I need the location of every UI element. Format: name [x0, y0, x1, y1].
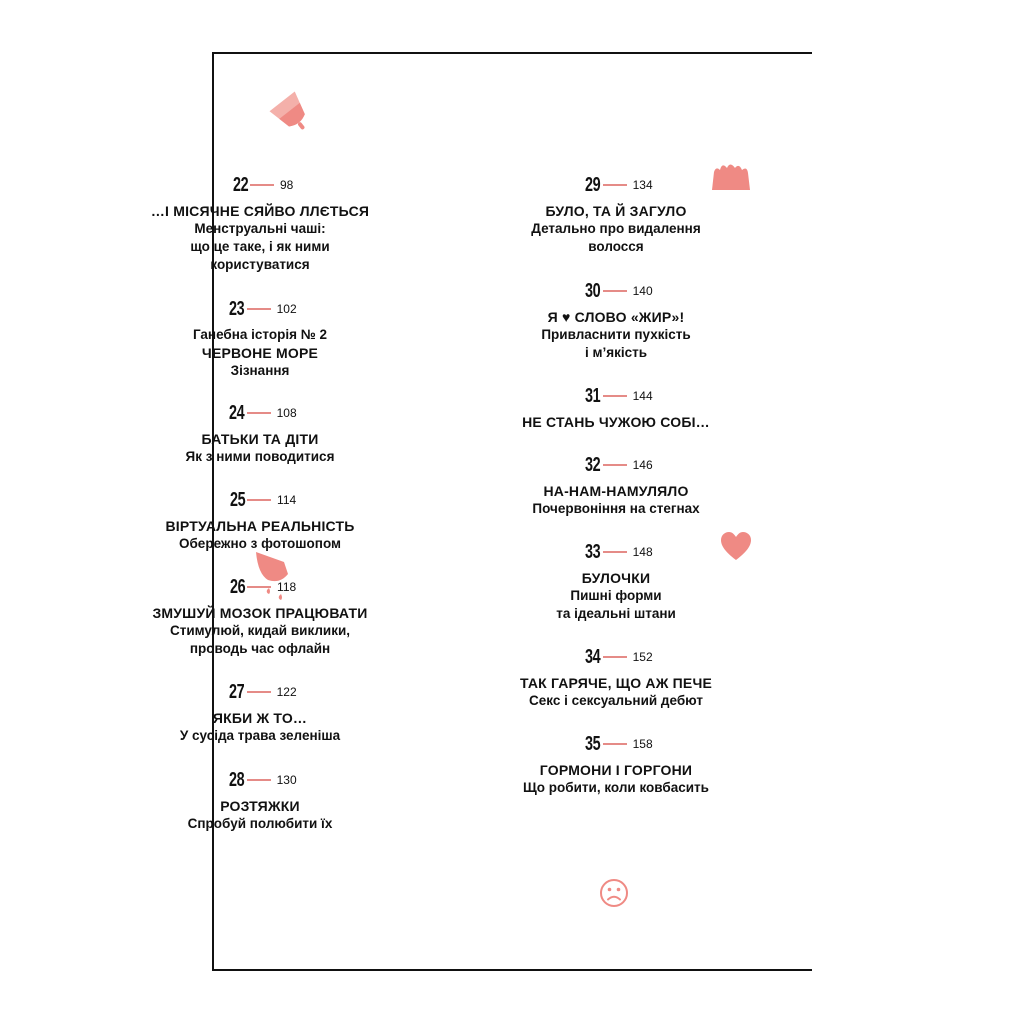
page-number: 130 [276, 773, 297, 787]
toc-subtitle: Секс і сексуальний дебют [529, 693, 703, 708]
toc-entry [491, 646, 741, 710]
page-number: 146 [632, 458, 653, 472]
toc-entry [135, 298, 385, 380]
toc-entry [491, 733, 741, 797]
page-number: 140 [632, 284, 653, 298]
chapter-number: 26 [229, 576, 246, 598]
toc-entry [135, 174, 385, 274]
page-number: 108 [276, 406, 297, 420]
chapter-number: 30 [585, 280, 601, 302]
page-number: 152 [632, 650, 653, 664]
chapter-number: 23 [229, 298, 245, 320]
toc-subtitle: волосся [588, 239, 644, 254]
toc-entry [135, 681, 385, 745]
divider [603, 290, 627, 292]
toc-title: ВІРТУАЛЬНА РЕАЛЬНІСТЬ [165, 518, 355, 534]
toc-subtitle: Що робити, коли ковбасить [523, 780, 709, 795]
toc-entry [135, 402, 385, 466]
toc-subtitle: що це таке, і як ними [190, 239, 330, 254]
toc-title: ЗМУШУЙ МОЗОК ПРАЦЮВАТИ [152, 605, 368, 621]
chapter-number: 31 [585, 385, 601, 407]
toc-subtitle: Почервоніння на стегнах [532, 501, 700, 516]
divider [247, 499, 271, 501]
divider [603, 464, 627, 466]
toc-subtitle: Детально про видалення [531, 221, 701, 236]
toc-subtitle: Менструальні чаші: [194, 221, 326, 236]
page-number: 158 [632, 737, 653, 751]
divider [247, 308, 271, 310]
toc-entry [491, 454, 741, 518]
chapter-number: 34 [585, 646, 601, 668]
toc-title: ГОРМОНИ І ГОРГОНИ [539, 762, 693, 778]
toc-title: ТАК ГАРЯЧЕ, ЩО АЖ ПЕЧЕ [519, 675, 713, 691]
divider [603, 184, 627, 186]
toc-title: НА-НАМ-НАМУЛЯЛО [543, 483, 689, 499]
chapter-number: 28 [229, 769, 245, 791]
toc-title: Я ♥ СЛОВО «ЖИР»! [547, 309, 685, 325]
toc-subtitle: У сусіда трава зеленіша [179, 728, 341, 743]
chapter-number: 22 [232, 174, 248, 196]
toc-subtitle: користуватися [210, 257, 310, 272]
chapter-number: 27 [229, 681, 245, 703]
toc-entry [491, 541, 741, 623]
menstrual-cup-icon [266, 90, 318, 138]
toc-subtitle: Привласнити пухкість [541, 327, 691, 342]
toc-title: БУЛО, ТА Й ЗАГУЛО [545, 203, 687, 219]
page-number: 114 [277, 493, 297, 507]
chapter-number: 25 [229, 489, 246, 511]
heart-icon [720, 532, 752, 562]
chapter-number: 24 [229, 402, 245, 424]
chapter-number: 32 [585, 454, 601, 476]
divider [247, 779, 271, 781]
toc-subtitle: Як з ними поводитися [185, 449, 335, 464]
toc-entry [491, 280, 741, 362]
page-number: 98 [279, 178, 294, 192]
page-number: 148 [632, 545, 653, 559]
divider [603, 395, 627, 397]
toc-title: ЧЕРВОНЕ МОРЕ [201, 345, 319, 361]
toc-entry [491, 385, 741, 431]
toc-subtitle: Ганебна історія № 2 [192, 327, 328, 342]
toc-title: НЕ СТАНЬ ЧУЖОЮ СОБІ… [522, 414, 710, 430]
toc-entry [135, 769, 385, 833]
toc-entry [135, 489, 385, 553]
page-number: 122 [276, 685, 297, 699]
chapter-number: 35 [585, 733, 601, 755]
toc-title: БАТЬКИ ТА ДІТИ [201, 431, 319, 447]
divider [603, 656, 627, 658]
toc-subtitle: Пишні форми [570, 588, 662, 603]
toc-subtitle: Стимулюй, кидай виклики, [169, 623, 351, 638]
page-number: 134 [632, 178, 653, 192]
chapter-number: 29 [585, 174, 601, 196]
divider [247, 691, 271, 693]
toc-title: …І МІСЯЧНЕ СЯЙВО ЛЛЄТЬСЯ [150, 203, 370, 219]
toc-subtitle: проводь час офлайн [189, 641, 331, 656]
sad-face-icon [598, 877, 630, 909]
divider [250, 184, 274, 186]
divider [247, 412, 271, 414]
page-number: 102 [276, 302, 297, 316]
toc-title: ЯКБИ Ж ТО… [212, 710, 308, 726]
toc-subtitle: і м’якість [584, 345, 648, 360]
toc-title: БУЛОЧКИ [581, 570, 651, 586]
toc-entry [491, 174, 741, 256]
toc-subtitle: Обережно з фотошопом [178, 536, 342, 551]
divider [603, 551, 627, 553]
toc-subtitle: та ідеальні штани [556, 606, 676, 621]
blood-drop-icon [250, 548, 297, 606]
toc-subtitle: Зізнання [230, 363, 290, 378]
chapter-number: 33 [585, 541, 601, 563]
page-number: 144 [632, 389, 653, 403]
toc-subtitle: Спробуй полюбити їх [187, 816, 333, 831]
divider [603, 743, 627, 745]
hair-removal-wax-icon [708, 160, 754, 192]
toc-title: РОЗТЯЖКИ [220, 798, 300, 814]
page-number: 118 [277, 580, 297, 594]
